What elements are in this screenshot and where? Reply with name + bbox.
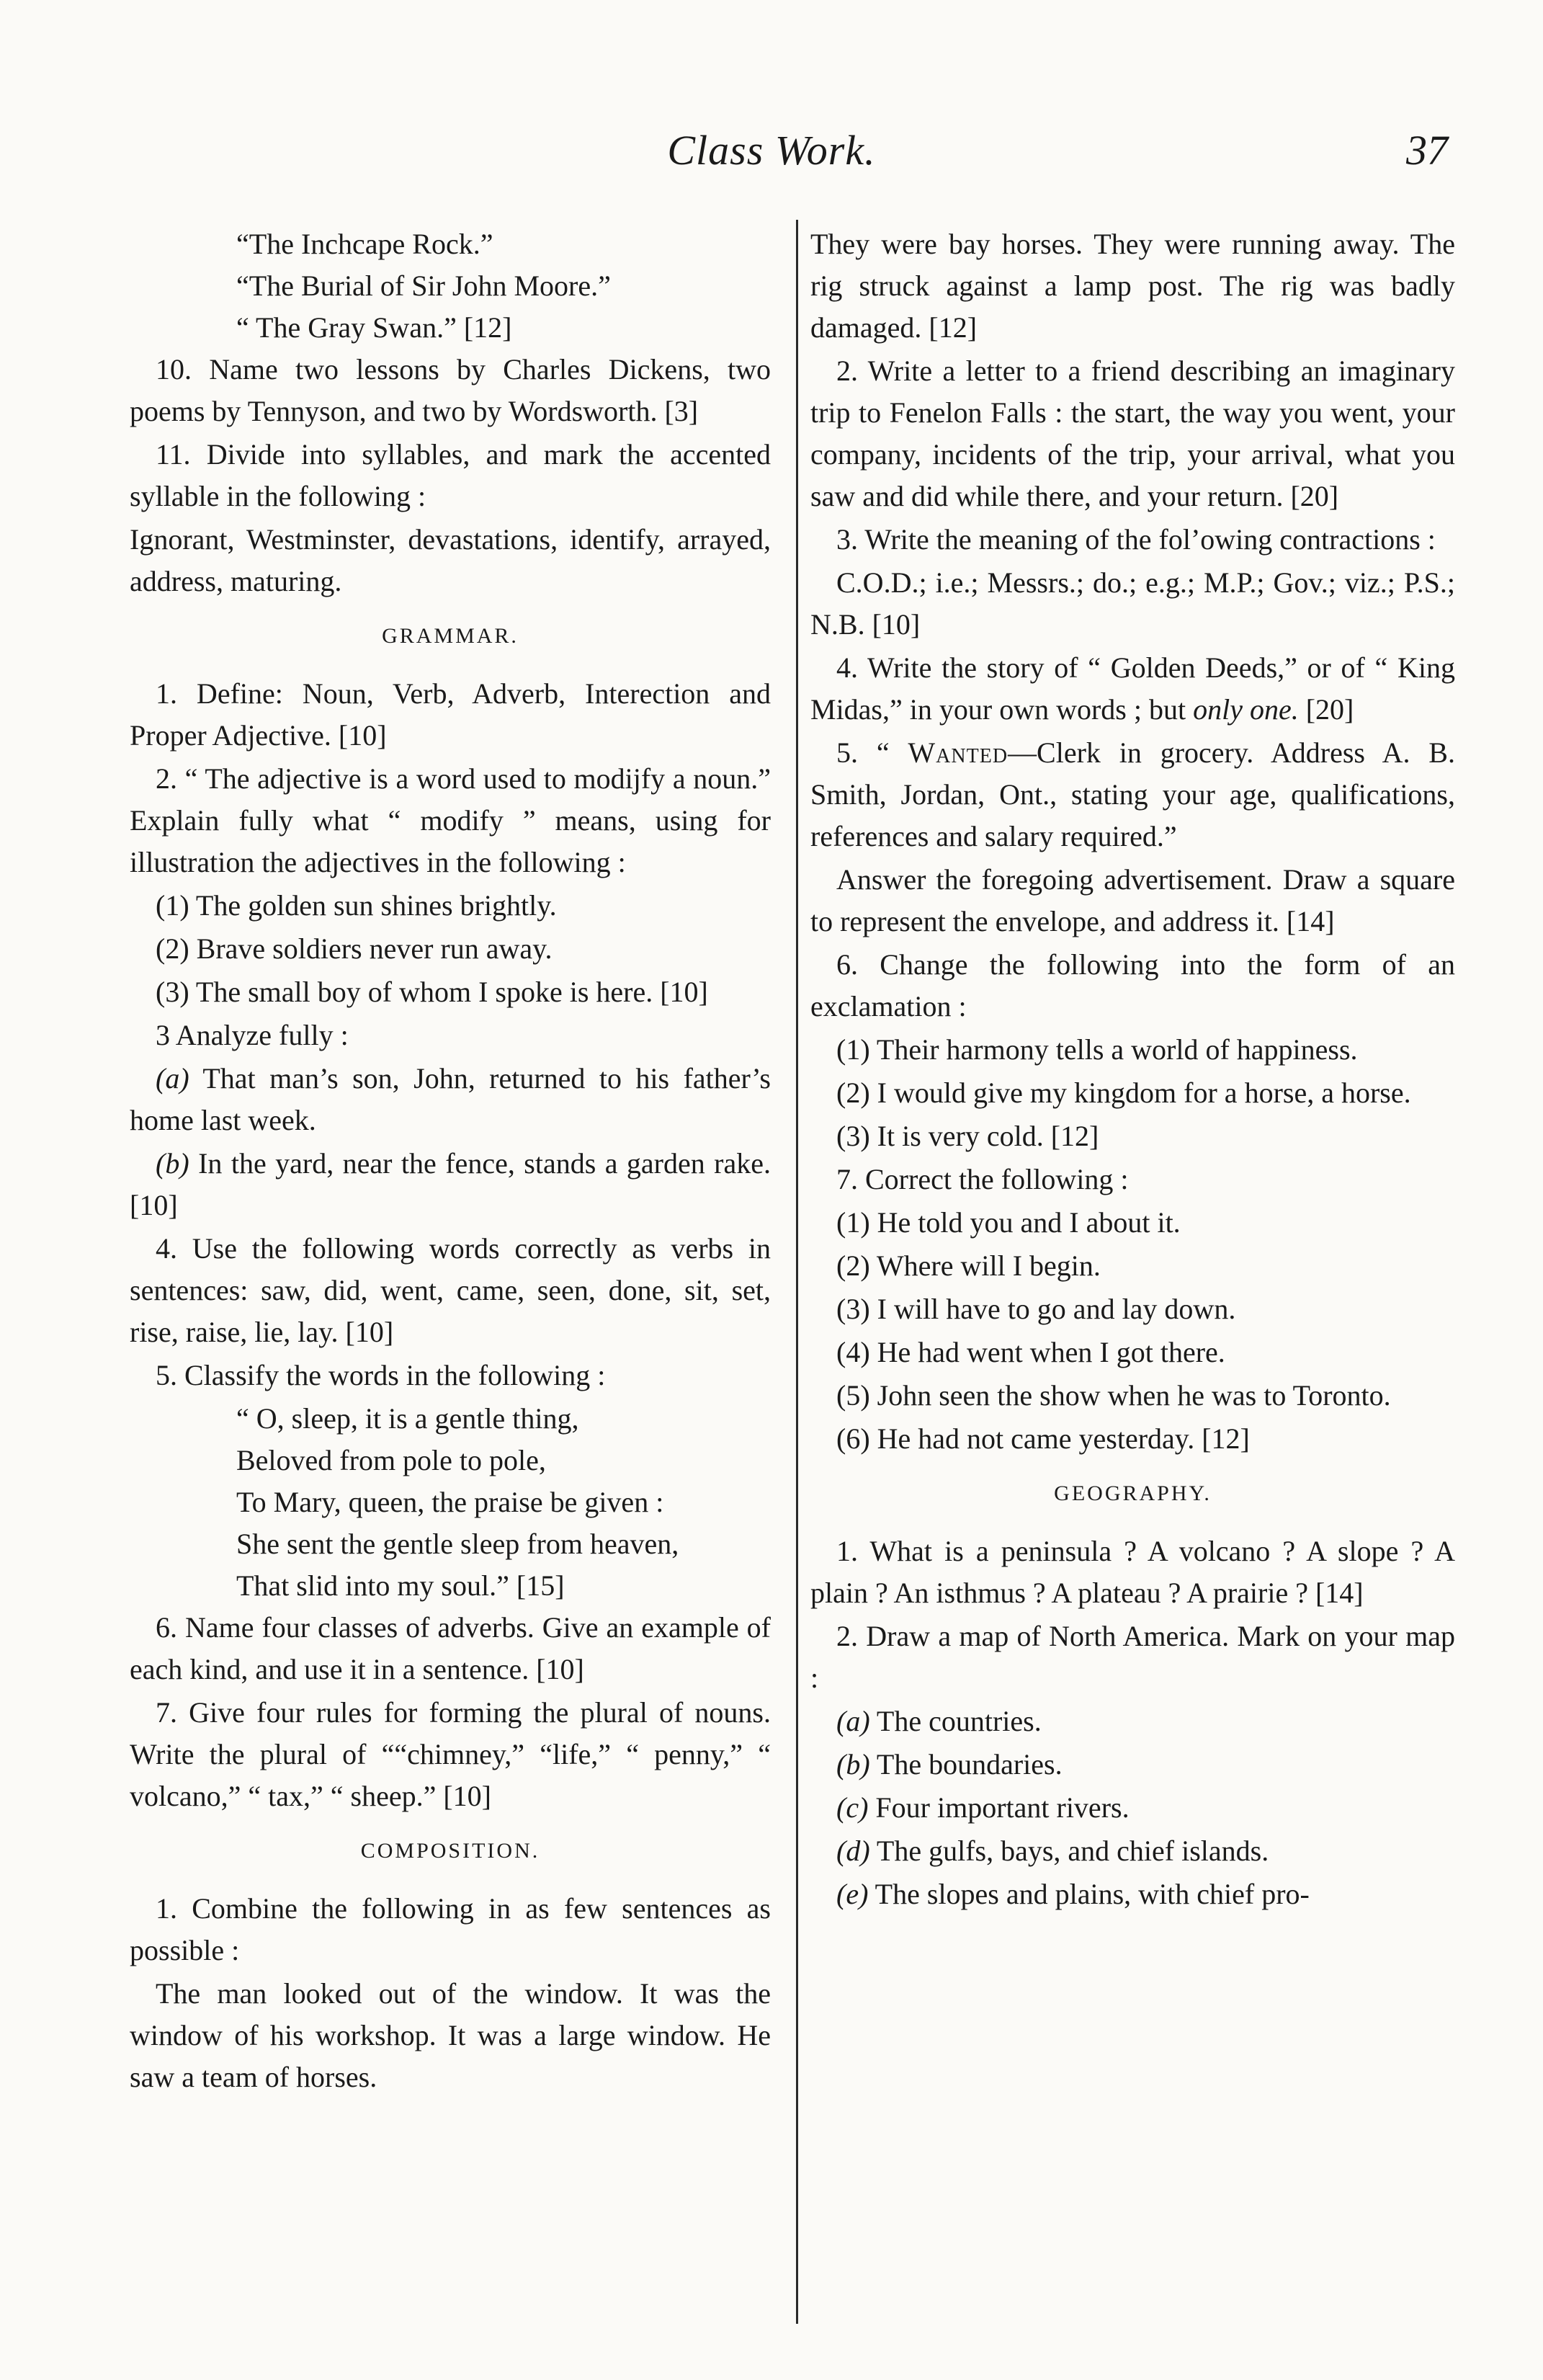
item-text: The countries.: [869, 1705, 1042, 1737]
grammar-q6: 6. Name four classes of adverbs. Give an example of each kind, and use it in a sentence. [10]: [130, 1611, 771, 1685]
composition-q4: [810, 647, 1455, 731]
composition-q3-list: C.O.D.; i.e.; Messrs.; do.; e.g.; M.P.; Gov.; viz.; P.S.; N.B. [10]: [810, 566, 1455, 641]
grammar-q3-a: [130, 1058, 771, 1141]
geography-heading: GEOGRAPHY.: [1054, 1481, 1212, 1505]
item-label: (c): [836, 1791, 869, 1824]
composition-heading: COMPOSITION.: [360, 1839, 540, 1863]
composition-q7-item: (3) I will have to go and lay down.: [836, 1293, 1236, 1325]
geography-q2-item: [810, 1873, 1455, 1915]
running-title: Class Work.: [667, 127, 876, 174]
grammar-q3: 3 Analyze fully :: [156, 1019, 349, 1051]
poem-title: “The Burial of Sir John Moore.”: [236, 269, 611, 302]
composition-q7-item: (5) John seen the show when he was to Toronto.: [836, 1379, 1391, 1412]
verse-line: That slid into my soul.” [15]: [236, 1569, 565, 1602]
grammar-q7: 7. Give four rules for forming the plural of nouns. Write the plural of ““chimney,” “life,” “ penny,” “ volcano,” “ tax,” “ sheep.” [10]: [130, 1696, 771, 1812]
grammar-q5: 5. Classify the words in the following :: [156, 1359, 606, 1391]
composition-q6-item: (1) Their harmony tells a world of happiness.: [836, 1033, 1358, 1066]
question-11: 11. Divide into syllables, and mark the accented syllable in the following :: [130, 438, 771, 512]
composition-q5-answer: Answer the foregoing advertisement. Draw a square to represent the envelope, and address it. [14]: [810, 863, 1455, 937]
q5-rest: —Clerk in grocery. Address A. B. Smith, Jordan, Ont., stating your age, qualifications, references and salary required.”: [810, 736, 1455, 852]
composition-q3: 3. Write the meaning of the fol’owing contractions :: [836, 523, 1436, 556]
grammar-q4: 4. Use the following words correctly as verbs in sentences: saw, did, went, came, seen, done, sit, set, rise, raise, lie, lay. [10]: [130, 1232, 771, 1348]
item-text: The boundaries.: [869, 1748, 1063, 1780]
item-label: (a): [156, 1062, 189, 1095]
page-header: [0, 126, 1543, 184]
q4-text: 4. Write the story of “ Golden Deeds,” or of “ King Midas,” in your own words ; but: [810, 651, 1455, 726]
composition-q1-text: The man looked out of the window. It was the window of his workshop. It was a large window. He saw a team of horses.: [130, 1977, 771, 2093]
verse-line: “ O, sleep, it is a gentle thing,: [236, 1402, 579, 1435]
composition-q7-item: (4) He had went when I got there.: [836, 1336, 1225, 1368]
q5-open: 5. “: [836, 736, 908, 769]
grammar-q1: 1. Define: Noun, Verb, Adverb, Interection and Proper Adjective. [10]: [130, 677, 771, 752]
geography-q2: 2. Draw a map of North America. Mark on your map :: [810, 1620, 1455, 1694]
composition-q1-continued: They were bay horses. They were running away. The rig struck against a lamp post. The rig was badly damaged. [12]: [810, 228, 1455, 344]
item-text: Four important rivers.: [868, 1791, 1130, 1824]
column-divider: [796, 220, 798, 2324]
item-text: That man’s son, John, returned to his father’s home last week.: [130, 1062, 771, 1136]
composition-q6-item: (3) It is very cold. [12]: [836, 1120, 1099, 1152]
composition-q6-item: (2) I would give my kingdom for a horse, a horse.: [836, 1077, 1411, 1109]
poem-title: “ The Gray Swan.” [12]: [236, 311, 512, 344]
composition-q5: [810, 732, 1455, 857]
composition-q7-item: (6) He had not came yesterday. [12]: [836, 1422, 1250, 1455]
grammar-heading: GRAMMAR.: [382, 624, 519, 648]
geography-q2-item: [810, 1701, 1455, 1742]
composition-q1: 1. Combine the following in as few sentences as possible :: [130, 1892, 771, 1966]
item-label: (b): [156, 1147, 189, 1180]
item-label: (a): [836, 1705, 870, 1737]
q5-wanted: Wanted: [908, 736, 1008, 769]
geography-q2-item: [810, 1744, 1455, 1786]
verse-line: To Mary, queen, the praise be given :: [236, 1486, 664, 1518]
left-column: [130, 223, 771, 2100]
grammar-q2: 2. “ The adjective is a word used to modijfy a noun.” Explain fully what “ modify ” means, using for illustration the adjectives in the following :: [130, 762, 771, 878]
composition-q7: 7. Correct the following :: [836, 1163, 1129, 1195]
composition-q7-item: (2) Where will I begin.: [836, 1249, 1101, 1282]
geography-q2-item: [810, 1787, 1455, 1829]
grammar-q3-b: [130, 1143, 771, 1226]
item-label: (b): [836, 1748, 870, 1780]
geography-q2-item: [810, 1830, 1455, 1872]
page-number: 37: [1406, 127, 1448, 174]
item-label: (e): [836, 1878, 869, 1910]
composition-q6: 6. Change the following into the form of an exclamation :: [810, 948, 1455, 1022]
q4-marks: [20]: [1298, 693, 1354, 726]
grammar-q2-item: (1) The golden sun shines brightly.: [156, 889, 557, 922]
item-text: In the yard, near the fence, stands a garden rake. [10]: [130, 1147, 771, 1221]
poem-title: “The Inchcape Rock.”: [236, 228, 493, 260]
question-11-words: Ignorant, Westminster, devastations, identify, arrayed, address, maturing.: [130, 523, 771, 597]
composition-q7-item: (1) He told you and I about it.: [836, 1206, 1181, 1239]
geography-q1: 1. What is a peninsula ? A volcano ? A slope ? A plain ? An isthmus ? A plateau ? A prairie ? [14]: [810, 1535, 1455, 1609]
item-label: (d): [836, 1835, 870, 1867]
verse-line: She sent the gentle sleep from heaven,: [236, 1528, 679, 1560]
grammar-q2-item: (2) Brave soldiers never run away.: [156, 932, 553, 965]
item-text: The slopes and plains, with chief pro-: [868, 1878, 1310, 1910]
right-column: [810, 223, 1455, 1917]
verse-line: Beloved from pole to pole,: [236, 1444, 546, 1476]
question-10: 10. Name two lessons by Charles Dickens, two poems by Tennyson, and two by Wordsworth. [3]: [130, 353, 771, 427]
grammar-q2-item: (3) The small boy of whom I spoke is here. [10]: [156, 976, 708, 1008]
q4-emphasis: only one.: [1193, 693, 1299, 726]
composition-q2: 2. Write a letter to a friend describing an imaginary trip to Fenelon Falls : the start, the way you went, your company, incidents of the trip, your arrival, what you saw and did while there, and your return. [20]: [810, 355, 1455, 512]
item-text: The gulfs, bays, and chief islands.: [869, 1835, 1269, 1867]
